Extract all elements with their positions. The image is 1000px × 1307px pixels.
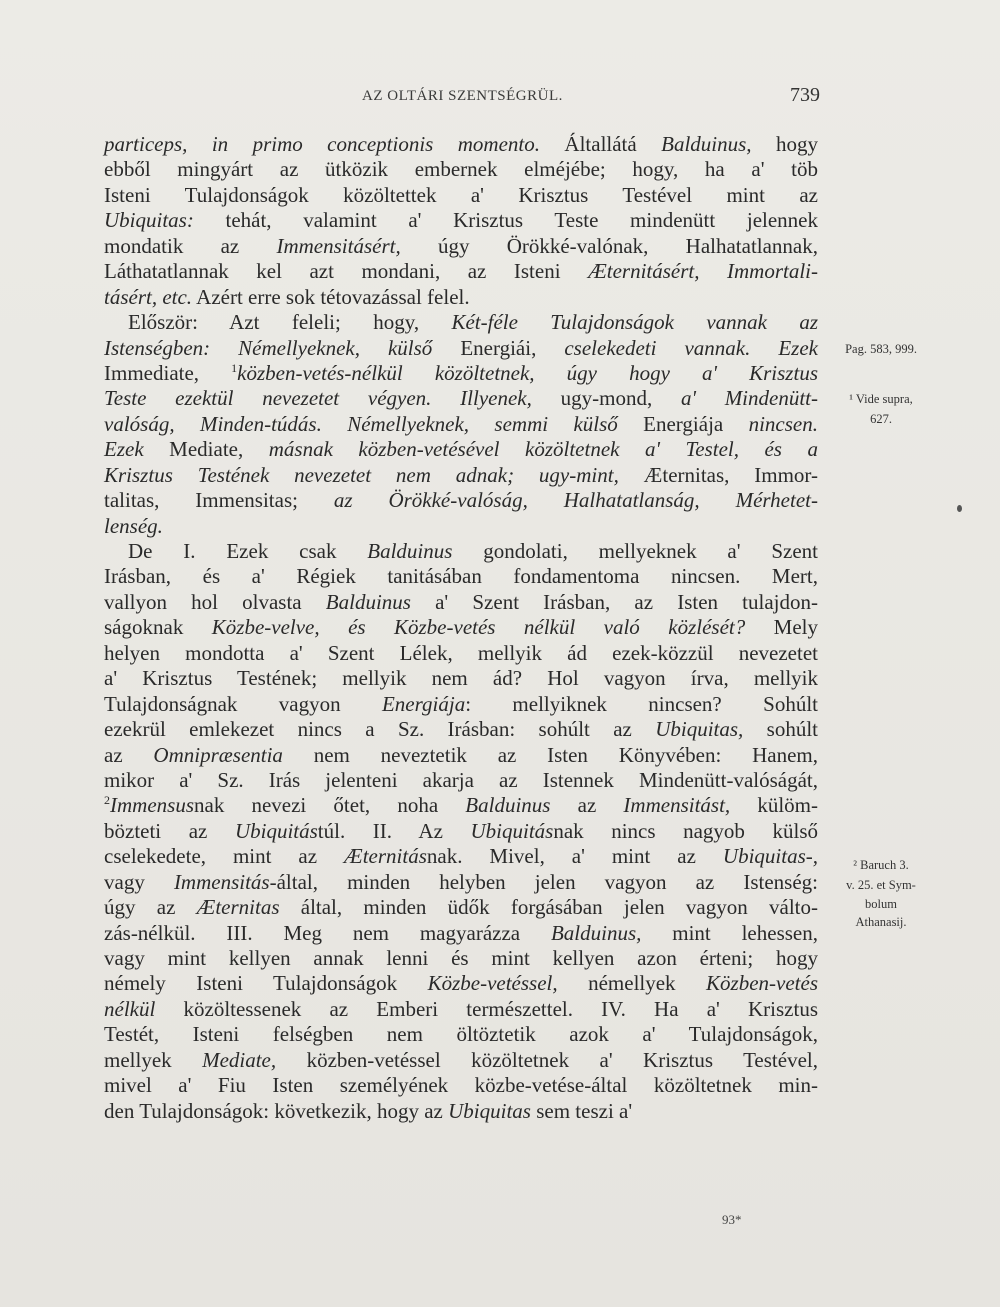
text-span: mint lehessen,	[641, 920, 818, 945]
text-span: mikor a' Sz. Irás jelenteni akarja az Istennek Mindenütt-valóságát,	[104, 767, 818, 792]
text-span: Irásban, és a' Régiek tanitásában fondamentoma nincsen. Mert,	[104, 564, 818, 589]
margin-note-baruch-4: Athanasij.	[855, 915, 907, 929]
text-span: Általlátá	[539, 132, 662, 156]
margin-note-vide-1: ¹ Vide supra,	[849, 392, 913, 406]
text-line	[104, 437, 818, 462]
text-line	[104, 870, 818, 895]
italic-text: Omnipræsentia	[153, 742, 283, 767]
text-line	[104, 234, 818, 259]
text-line	[104, 386, 818, 411]
text-line	[104, 361, 818, 386]
italic-text: Balduinus	[465, 793, 551, 818]
text-span: által, minden üdők forgásában jelen vagyon válto-	[279, 895, 818, 920]
italic-text: Æternitásért, Immortali-	[588, 259, 818, 284]
text-line	[104, 946, 818, 971]
text-span: helyen mondotta a' Szent Lélek, mellyik ád ezek-közzül nevezetet	[104, 640, 818, 665]
text-span: Mediate,	[143, 437, 269, 462]
italic-text: valóság, Minden-túdás. Némellyeknek, semmi külső	[104, 411, 618, 436]
text-span: talitas, Immensitas;	[104, 488, 334, 513]
text-line	[104, 157, 818, 182]
text-span: : mellyiknek nincsen? Sohúlt	[465, 691, 818, 716]
italic-text: Energiája	[381, 691, 466, 716]
text-line	[104, 132, 818, 157]
text-span: Æternitas, Immor-	[618, 462, 818, 487]
text-span: ebből mingyárt az ütközik embernek elméjébe; hogy, ha a' töb	[104, 157, 818, 182]
text-line	[104, 692, 818, 717]
text-span: úgy Örökké-valónak, Halhatatlannak,	[400, 233, 819, 258]
text-line	[104, 1099, 818, 1124]
text-span: a' Szent Irásban, az Isten tulajdon-	[410, 589, 818, 614]
text-span: Láthatatlannak kel azt mondani, az Isteni	[104, 259, 589, 284]
text-span: Immediate,	[104, 360, 232, 385]
italic-text: Ubiquitás	[470, 818, 554, 843]
text-line	[104, 793, 818, 818]
italic-text: Immensitást,	[623, 793, 731, 818]
text-span: közöltessenek az Emberi természettel. IV. Ha a' Krisztus	[155, 996, 818, 1021]
italic-text: cselekedeti vannak. Ezek	[564, 335, 818, 360]
text-span: sem teszi a'	[530, 1098, 633, 1123]
italic-text: Æternitas	[196, 895, 280, 920]
text-span: az	[550, 793, 624, 818]
text-line	[104, 717, 818, 742]
body-text	[104, 132, 818, 1124]
italic-text: Immensitás	[173, 869, 270, 894]
page-header	[104, 84, 822, 112]
italic-text: Ubiquitas	[448, 1098, 531, 1123]
text-line	[104, 997, 818, 1022]
text-span: De I. Ezek csak	[128, 539, 368, 563]
text-span: bözteti az	[104, 818, 235, 843]
text-line	[104, 259, 818, 284]
text-line	[104, 183, 818, 208]
ink-speck	[957, 505, 962, 512]
italic-text: Teste ezektül nevezetet végyen. Illyenek,	[104, 386, 532, 411]
italic-text: Balduinus	[325, 589, 411, 614]
italic-text: Balduinus,	[661, 132, 752, 156]
text-line	[104, 895, 818, 920]
text-span: sohúlt	[743, 717, 819, 742]
text-line	[104, 463, 818, 488]
text-line	[104, 590, 818, 615]
italic-text: Ubiquitas-,	[722, 844, 819, 869]
text-span: vagy mint kellyen annak lenni és mint kellyen azon érteni; hogy	[104, 946, 818, 970]
text-span: nak nincs nagyob külső	[553, 818, 819, 843]
margin-notes	[826, 0, 946, 1307]
italic-text: a' Mindenütt-	[680, 386, 819, 411]
text-span: Először: Azt feleli; hogy,	[128, 310, 452, 335]
margin-note-baruch-2: v. 25. et Sym-	[846, 878, 916, 892]
margin-note-baruch-1: ² Baruch 3.	[853, 858, 909, 872]
italic-text: Balduinus,	[550, 920, 642, 945]
text-line	[104, 285, 818, 310]
signature-mark: 93*	[722, 1212, 742, 1227]
text-span: cselekedete, mint az	[104, 844, 345, 869]
italic-text: Közben-vetés	[706, 971, 818, 996]
italic-text: Istenségben: Némellyeknek, külső	[104, 335, 433, 360]
italic-text: Balduinus	[367, 539, 453, 563]
text-span: vallyon hol olvasta	[104, 589, 326, 614]
text-span: hogy	[751, 132, 818, 156]
text-span: Azért erre sok tétovazással felel.	[192, 284, 470, 309]
text-span: nak. Mivel, a' mint az	[426, 844, 723, 869]
text-span: nak nevezi őtet, noha	[194, 793, 466, 818]
italic-text: Ubiquitás	[234, 818, 318, 843]
text-span: vagy	[104, 869, 174, 894]
text-span: ezekrül emlekezet nincs a Sz. Irásban: sohúlt az	[104, 717, 656, 742]
text-span: Energiái,	[432, 335, 565, 360]
text-span: nem neveztetik az Isten Könyvében: Hanem,	[282, 742, 818, 767]
text-span: den Tulajdonságok: következik, hogy az	[104, 1098, 449, 1123]
italic-text: Közbe-vetéssel,	[427, 971, 558, 996]
text-line	[104, 844, 818, 869]
italic-text: Æternitás	[344, 844, 427, 869]
text-span: Testét, Isteni felségben nem öltöztetik azok a' Tulajdonságok,	[104, 1022, 818, 1047]
text-span: némellyek	[557, 971, 707, 996]
italic-text: másnak közben-vetésével közöltetnek a' Testel, és a	[268, 437, 818, 462]
italic-text: Immensus	[110, 793, 194, 818]
text-line	[104, 971, 818, 996]
italic-text: lenség.	[104, 513, 163, 538]
text-span: zás-nélkül. III. Meg nem magyarázza	[104, 920, 551, 945]
text-span: gondolati, mellyeknek a' Szent	[452, 539, 818, 563]
text-span: Mely	[745, 615, 819, 640]
text-line	[104, 539, 818, 564]
text-span: ugy-mond,	[531, 386, 681, 411]
text-span: úgy az	[104, 895, 197, 920]
italic-text: Immensitásért,	[276, 233, 401, 258]
text-span: mellyek	[104, 1047, 203, 1072]
text-span: Energiája	[617, 411, 749, 436]
text-line	[104, 488, 818, 513]
italic-text: Közbe-velve, és Közbe-vetés nélkül való közlését?	[211, 615, 746, 640]
text-line	[104, 412, 818, 437]
italic-text: Ubiquitas:	[104, 208, 194, 233]
text-span: Tulajdonságnak vagyon	[104, 691, 382, 716]
text-span: külöm-	[730, 793, 818, 818]
text-line	[104, 336, 818, 361]
text-line	[104, 1048, 818, 1073]
italic-text: tásért, etc.	[104, 284, 193, 309]
page-number: 739	[790, 84, 820, 106]
italic-text: Ezek	[104, 437, 144, 462]
text-line	[104, 564, 818, 589]
text-span: Isteni Tulajdonságok közöltettek a' Krisztus Testével mint az	[104, 182, 818, 207]
margin-note-baruch-3: bolum	[865, 897, 897, 911]
italic-text: particeps, in primo conceptionis momento.	[104, 132, 540, 156]
text-span: ságoknak	[104, 615, 212, 640]
italic-text: Ubiquitas,	[655, 717, 744, 742]
text-span: némely Isteni Tulajdonságok	[104, 971, 428, 996]
text-line	[104, 514, 818, 539]
text-span: az	[104, 742, 154, 767]
text-line	[104, 208, 818, 233]
italic-text: Mediate,	[202, 1047, 277, 1072]
italic-text: nincsen.	[748, 411, 818, 436]
text-span: mondatik az	[104, 233, 277, 258]
text-span: a' Krisztus Testének; mellyik nem ád? Hol vagyon írva, mellyik	[104, 666, 818, 691]
text-line	[104, 1073, 818, 1098]
text-span: tehát, valamint a' Krisztus Teste mindenütt jelennek	[193, 208, 818, 233]
text-line	[104, 743, 818, 768]
text-span: túl. II. Az	[317, 818, 471, 843]
running-title: AZ OLTÁRI SZENTSÉGRÜL.	[362, 88, 563, 104]
footnote-ref: 2	[104, 793, 110, 808]
text-line	[104, 641, 818, 666]
italic-text: Két-féle Tulajdonságok vannak az	[451, 310, 818, 335]
text-line	[104, 768, 818, 793]
text-span: közben-vetéssel közöltetnek a' Krisztus Testével,	[276, 1047, 818, 1072]
text-line	[104, 921, 818, 946]
italic-text: közben-vetés-nélkül közöltetnek, úgy hogy a' Krisztus	[237, 360, 818, 385]
text-line	[104, 819, 818, 844]
text-line	[104, 666, 818, 691]
footnote-ref: 1	[231, 360, 238, 375]
text-span: mivel a' Fiu Isten személyének közbe-vetése-által közöltetnek min-	[104, 1073, 818, 1098]
italic-text: Krisztus Testének nevezetet nem adnak; ugy-mint,	[104, 462, 619, 487]
text-span: -által, minden helyben jelen vagyon az Istenség:	[269, 869, 819, 894]
margin-note-pag: Pag. 583, 999.	[845, 342, 917, 356]
margin-note-vide-2: 627.	[870, 412, 892, 426]
text-line	[104, 615, 818, 640]
text-line	[104, 310, 818, 335]
italic-text: az Örökké-valóság, Halhatatlanság, Mérhetet-	[333, 488, 818, 513]
italic-text: nélkül	[104, 996, 156, 1021]
text-line	[104, 1022, 818, 1047]
